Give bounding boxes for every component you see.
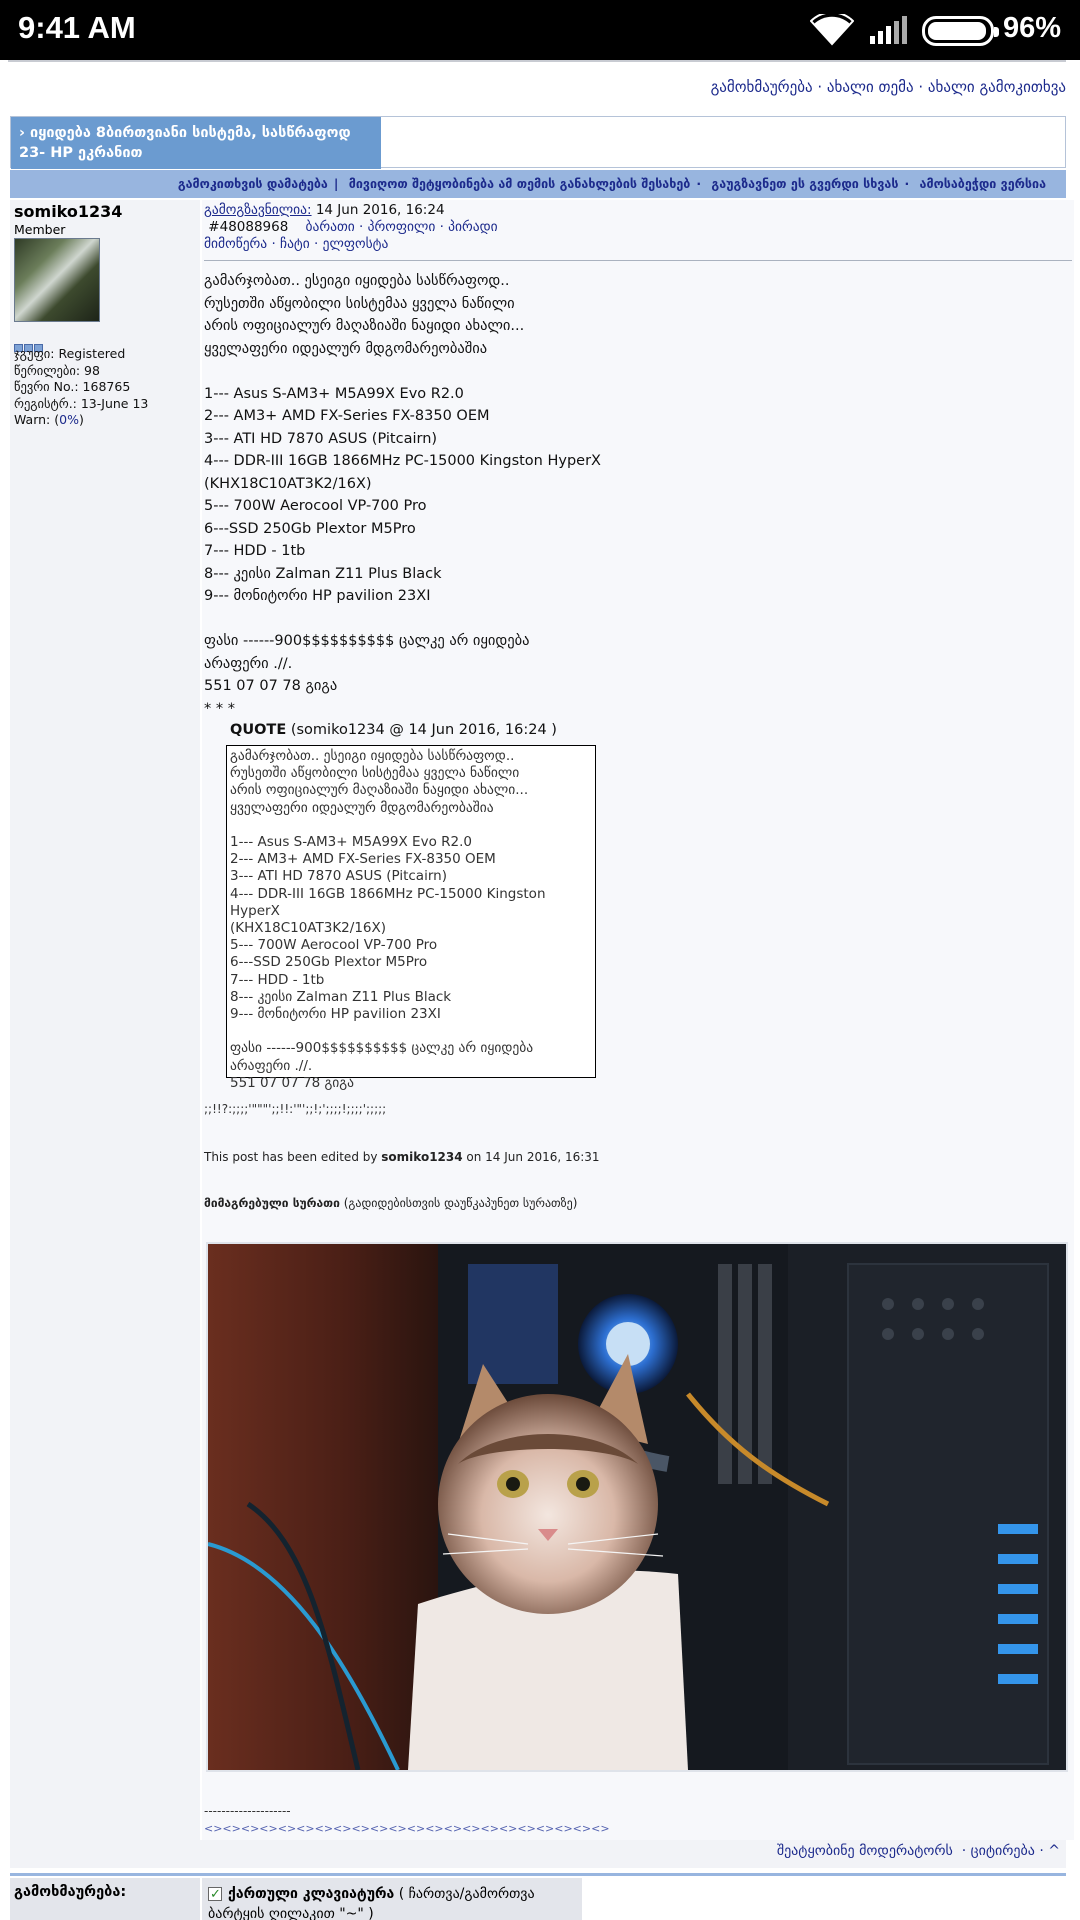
avatar bbox=[14, 238, 100, 322]
notify-link[interactable]: მივიღოთ შეტყობინება ამ თემის განახლების შესახებ bbox=[348, 176, 691, 191]
post-id: #48088968 bbox=[208, 219, 289, 235]
post-body: გამარჯობათ.. ესეიგი იყიდება სასწრაფოდ.. რუსეთში აწყობილი სისტემაა ყველა ნაწილი არის ოფიციალურ მაღაზიაში ნაყიდი ახალი... ყველაფერი იდეალურ მდგომარეობაშია 1--- Asus S-AM3+ M5A99X Evo R2.0 2--- AM3+ AMD FX-Series FX-8350 OEM 3--- ATI HD 7870 ASUS (Pitcairn) 4--- DDR-III 16GB 1866MHz PC-15000 Kingston HyperX (KHX18C10AT3K2/16X) 5--- 700W Aerocool VP-700 Pro 6---SSD 250Gb Plextor M5Pro 7--- HDD - 1tb 8--- კეისი Zalman Z11 Plus Black 9--- მონიტორი HP pavilion 23XI ფასი ------900$$$$$$$$$$ ცალკე არ იყიდება არაფერი .//. 551 07 07 78 გიგა * * * bbox=[204, 273, 601, 717]
top-links: გამოხმაურება · ახალი თემა · ახალი გამოკითხვა bbox=[710, 78, 1066, 96]
battery-icon bbox=[922, 16, 994, 46]
georgian-keyboard-toggle[interactable] bbox=[202, 1878, 582, 1920]
author-posts: წერილები: 98 bbox=[14, 362, 100, 378]
topic-action-bar: გამოკითხვის დამატება | მივიღოთ შეტყობინება ამ თემის განახლების შესახებ · გაუგზავნეთ ეს გვერდი სხვას · ამოსაბეჭდი ვერსია bbox=[10, 170, 1066, 198]
send-page-link[interactable]: გაუგზავნეთ ეს გვერდი სხვას bbox=[711, 176, 899, 191]
sent-label[interactable]: გამოგზავნილია: bbox=[204, 202, 312, 218]
new-poll-link[interactable]: ახალი გამოკითხვა bbox=[927, 78, 1066, 96]
topic-header bbox=[10, 116, 1066, 168]
report-moderator-link[interactable]: შეატყობინე მოდერატორს bbox=[776, 1843, 953, 1859]
status-bar bbox=[0, 0, 1080, 60]
post-footer: შეატყობინე მოდერატორს · ციტირება · ^ bbox=[10, 1840, 1066, 1868]
warn-level-link[interactable]: 0% bbox=[59, 412, 79, 427]
keyboard-title: ქართული კლავიატურა bbox=[228, 1886, 395, 1902]
author-registered: რეგისტრ.: 13-June 13 bbox=[14, 395, 149, 411]
author-group: ჯგუფი: Registered bbox=[14, 346, 126, 361]
reply-link[interactable]: გამოხმაურება bbox=[710, 78, 813, 96]
topic-title: › იყიდება 8ბირთვიანი სისტემა, სასწრაფოდ 23- HP ეკრანით bbox=[11, 117, 381, 169]
status-time: 9:41 AM bbox=[18, 10, 136, 45]
keyboard-hint: ( ჩართვა/გამორთვა ბარტყის ღილაკით "~" ) bbox=[208, 1886, 535, 1920]
attached-photo[interactable] bbox=[206, 1242, 1068, 1772]
print-version-link[interactable]: ამოსაბეჭდი ვერსია bbox=[919, 176, 1046, 191]
author-name[interactable]: somiko1234 bbox=[14, 202, 123, 221]
battery-percent: 96% bbox=[1003, 12, 1062, 44]
post-links-2[interactable]: მიმოწერა · ჩატი · ელფოსტა bbox=[204, 236, 389, 252]
post-content bbox=[202, 200, 1074, 1840]
signature-line: ;;!!?:;;;;'"""';;!!:'"';;!;';;;;!;;;;';;;;; bbox=[204, 1102, 387, 1116]
sent-date: 14 Jun 2016, 16:24 bbox=[311, 202, 445, 218]
quick-reply-label: გამოხმაურება: bbox=[10, 1878, 200, 1920]
author-warn: Warn: (0%) bbox=[14, 412, 84, 427]
attachment-label: მიმაგრებული სურათი (გადიდებისთვის დაუწკაპუნეთ სურათზე) bbox=[204, 1196, 578, 1210]
wifi-icon bbox=[810, 14, 854, 46]
post-meta bbox=[204, 202, 1064, 253]
quote-header: QUOTE (somiko1234 @ 14 Jun 2016, 16:24 ) bbox=[230, 722, 557, 738]
author-info bbox=[14, 346, 148, 429]
edited-user: somiko1234 bbox=[381, 1150, 463, 1164]
add-poll-link[interactable]: გამოკითხვის დამატება bbox=[177, 176, 328, 191]
author-panel bbox=[10, 200, 200, 1840]
author-number: წევრი No.: 168765 bbox=[14, 379, 131, 394]
edited-note: This post has been edited by somiko1234 on 14 Jun 2016, 16:31 bbox=[204, 1150, 600, 1164]
keyboard-checkbox[interactable] bbox=[208, 1887, 222, 1901]
quote-link[interactable]: ციტირება bbox=[970, 1843, 1035, 1859]
signature-dashes: -------------------- bbox=[204, 1804, 291, 1818]
new-topic-link[interactable]: ახალი თემა bbox=[826, 78, 914, 96]
quick-reply bbox=[10, 1878, 1066, 1920]
signature-arrows: <><><><><><><><><><><><><><><><><><><><><><> bbox=[204, 1822, 610, 1835]
signal-icon bbox=[868, 14, 912, 46]
author-rank: Member bbox=[14, 222, 66, 237]
scroll-top-link[interactable]: ^ bbox=[1048, 1843, 1060, 1859]
post-links-1[interactable]: ბარათი · პროფილი · პირადი bbox=[305, 219, 498, 235]
quote-box: გამარჯობათ.. ესეიგი იყიდება სასწრაფოდ.. რუსეთში აწყობილი სისტემაა ყველა ნაწილი არის ოფიციალურ მაღაზიაში ნაყიდი ახალი... ყველაფერი იდეალურ მდგომარეობაშია 1--- Asus S-AM3+ M5A99X Evo R2.0 2--- AM3+ AMD FX-Series FX-8350 OEM 3--- ATI HD 7870 ASUS (Pitcairn) 4--- DDR-III 16GB 1866MHz PC-15000 Kingston HyperX (KHX18C10AT3K2/16X) 5--- 700W Aerocool VP-700 Pro 6---SSD 250Gb Plextor M5Pro 7--- HDD - 1tb 8--- კეისი Zalman Z11 Plus Black 9--- მონიტორი HP pavilion 23XI ფასი ------900$$$$$$$$$$ ცალკე არ იყიდება არაფერი .//. 551 07 07 78 გიგა bbox=[226, 745, 596, 1078]
cat-photo-image bbox=[208, 1244, 1066, 1770]
